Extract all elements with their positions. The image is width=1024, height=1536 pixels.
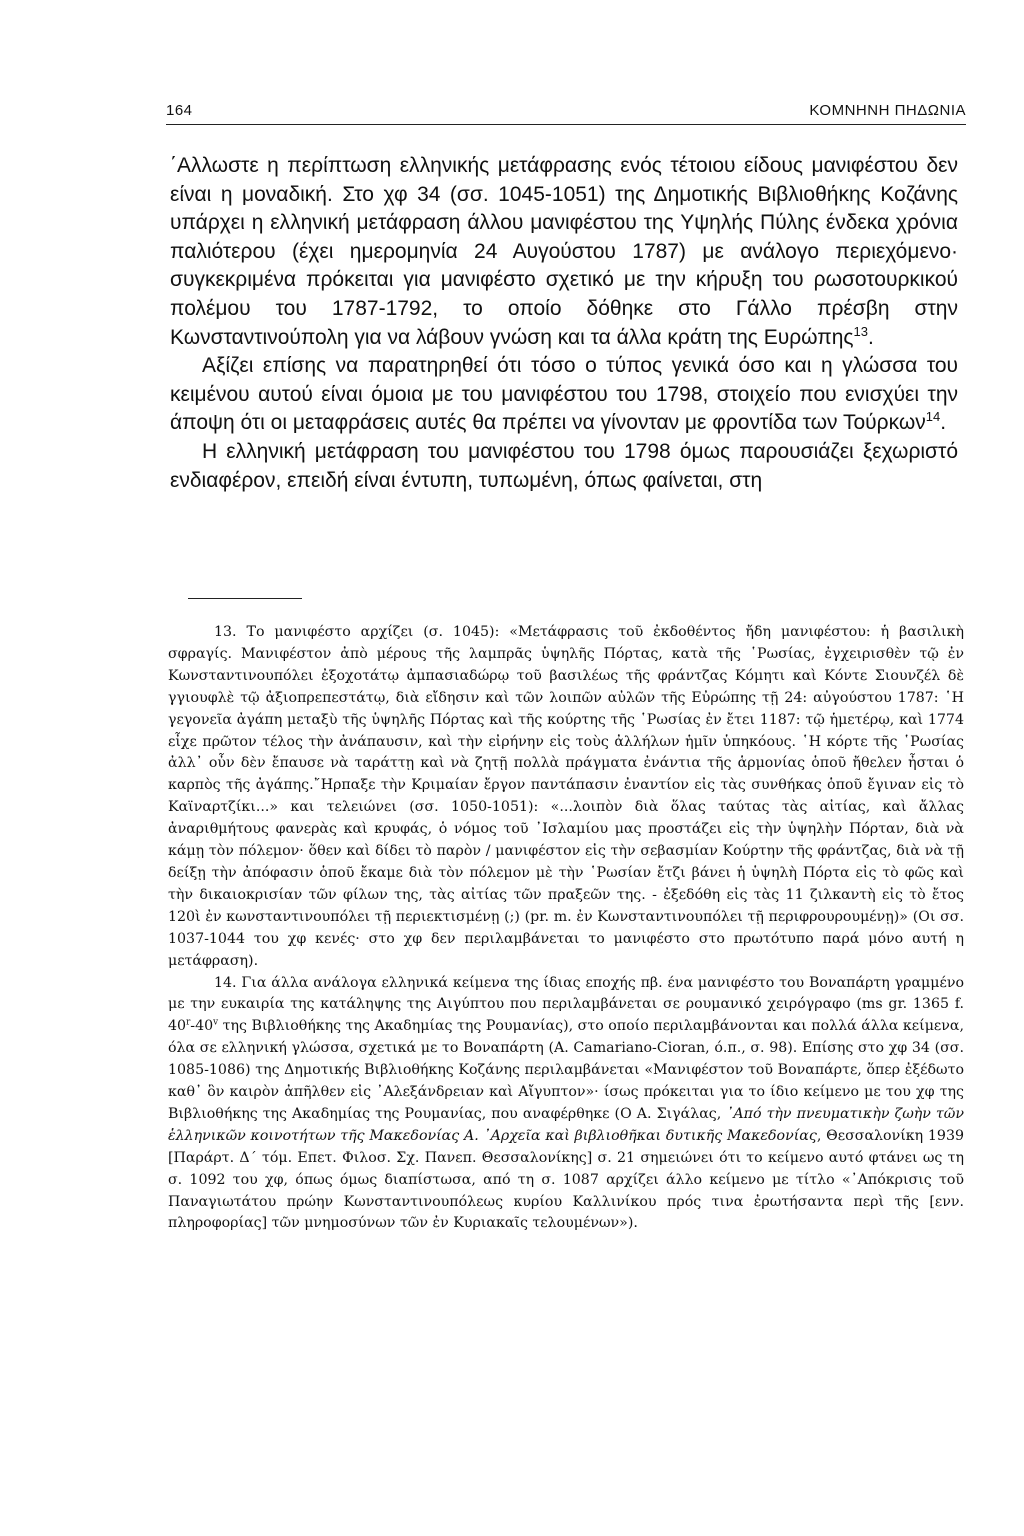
folio-recto-mark: r (186, 1017, 191, 1028)
header-rule (166, 124, 966, 125)
paragraph-2 (170, 352, 958, 438)
paragraph-1-text: ΄Αλλωστε η περίπτωση ελληνικής μετάφρασης ενός τέτοιου είδους μανιφέστου δεν είναι η μοναδική. Στο χφ 34 (σσ. 1045-1051) της Δημοτικής Βιβλιοθήκης Κοζάνης υπάρχει η ελληνική μετάφραση άλλου μανιφέστου της Υψηλής Πύλης ένδεκα χρόνια παλιότερου (έχει ημερομηνία 24 Αυγούστου 1787) με ανάλογο περιεχόμενο· συγκεκριμένα πρόκειται για μανιφέστο σχετικό με την κήρυξη του ρωσοτουρκικού πολέμου του 1787-1792, το οποίο δόθηκε στο Γάλλο πρέσβη στην Κωνσταντινούπολη για να λάβουν γνώση και τα άλλα κράτη της Ευρώπης (170, 154, 958, 349)
footnote-separator (188, 598, 302, 599)
footnote-14-part-a: 14. Για άλλα ανάλογα ελληνικά κείμενα της ίδιας εποχής πβ. ένα μανιφέστο του Βοναπάρτη γραμμένο με την ευκαιρία της κατάληψης της Αιγύπτου που περιλαμβάνεται σε ρουμανικό χειρόγραφο (ms gr. 1365 f. 40 (168, 974, 964, 1035)
footnote-14 (168, 973, 964, 1236)
paragraph-2-text: Αξίζει επίσης να παρατηρηθεί ότι τόσο ο τύπος γενικά όσο και η γλώσσα του κειμένου αυτού είναι όμοια με του μανιφέστου του 1798, στοιχείο που ενισχύει την άποψη ότι οι μεταφράσεις αυτές θα πρέπει να γίνονταν με φροντίδα των Τούρκων (170, 354, 958, 435)
footnote-13: 13. Το μανιφέστο αρχίζει (σ. 1045): «Μετάφρασις τοῦ ἐκδοθέντος ἤδη μανιφέστου: ἡ βασιλικὴ σφραγίς. Μανιφέστον ἀπὸ μέρους τῆς λαμπρᾶς ὑψηλῆς Πόρτας, κατὰ τῆς ῾Ρωσίας, ἐγχειρισθὲν τῷ ἐν Κωνσταντινουπόλει ἐξοχοτάτῳ ἀμπασιαδώρῳ τοῦ βασιλέως τῆς φράντζας Κόμητι καὶ Κόντε Σιουνζέλ δὲ γγιουφλὲ τῷ ἀξιοπρεπεστάτῳ, διὰ εἴδησιν καὶ τῶν λοιπῶν αὐλῶν τῆς Εὐρώπης τῇ 24: αὐγούστου 1787: ῾Η γεγονεῖα ἀγάπη μεταξὺ τῆς ὑψηλῆς Πόρτας καὶ τῆς κούρτης τῆς ῾Ρωσίας ἐν ἔτει 1187: τῷ ἡμετέρῳ, καὶ 1774 εἶχε πρῶτον τέλος τὴν ἀνάπαυσιν, καὶ τὴν εἰρήνην εἰς τοὺς ἀλλήλων ἡμῖν ὑπηκόους. ῾Η κόρτε τῆς ῾Ρωσίας ἀλλ᾽ οὖν δὲν ἔπαυσε νὰ ταράττῃ καὶ νὰ ζητῇ πολλὰ πράγματα ἐνάντια τῆς ἁρμονίας ὁποῦ ἤθελεν ἦσται ὁ καρπὸς τῆς ἀγάπης.῎Ηρπαξε τὴν Κριμαίαν ἔργον παντάπασιν ἐναντίον εἰς τὰς συνθήκας ὁποῦ ἔγιναν εἰς τὸ Καϊναρτζίκι...» και τελειώνει (σσ. 1050-1051): «...λοιπὸν διὰ ὅλας ταύτας τὰς αἰτίας, καὶ ἄλλας ἀναριθμήτους φανερὰς καὶ κρυφάς, ὁ νόμος τοῦ ᾽Ισλαμίου μας προστάζει εἰς τὴν ὑψηλὴν Πόρταν, διὰ νὰ κάμῃ τὸν πόλεμον· ὅθεν καὶ δίδει τὸ παρὸν / μανιφέστον εἰς τὴν σεβασμίαν Κούρτην τῆς φράντζας, διὰ νὰ τῇ δείξῃ τὴν ἀπόφασιν ὁποῦ ἔκαμε διὰ τὸν πόλεμον μὲ τὴν ῾Ρωσίαν ἔτζι βάνει ἡ ὑψηλὴ Πόρτα εἰς τὸ φῶς καὶ τὴν δικαιοκρισίαν τῶν φίλων της, τὰς αἰτίας τῶν πραξεῶν της. - ἐξεδόθη εἰς τὰς 11 ζιλκαντὴ εἰς τὸ ἔτος 120ὶ ἐν κωνσταντινουπόλει τῇ περιεκτισμένῃ (;) (pr. m. ἐν Κωνσταντινουπόλει τῇ περιφρουρουμένῃ)» (Οι σσ. 1037-1044 του χφ κενές· στο χφ δεν περιλαμβάνεται το μανιφέστο στο πρωτότυπο παρά μόνο αυτή η μετάφραση). (168, 624, 964, 969)
paragraph-2-end: . (940, 411, 947, 435)
footnote-14-part-b: -40 (190, 1018, 214, 1035)
footnote-ref-13[interactable]: 13 (853, 323, 869, 339)
paragraph-3: Η ελληνική μετάφραση του μανιφέστου του 1798 όμως παρουσιάζει ξεχωριστό ενδιαφέρον, επειδή είναι έντυπη, τυπωμένη, όπως φαίνεται, στη (170, 439, 958, 492)
main-text (170, 152, 958, 495)
folio-verso-mark: v (213, 1017, 219, 1028)
footnotes (168, 622, 964, 1235)
footnote-14-part-d: , Θεσσαλονίκη 1939 [Παράρτ. Δ΄ τόμ. Επετ. Φιλοσ. Σχ. Πανεπ. Θεσσαλονίκης] σ. 21 σημειώνει ότι το κείμενο αυτό φτάνει ως τη σ. 1092 του χφ, όπως όμως διαπίστωσα, από τη σ. 1087 αρχίζει άλλο κείμενο με τίτλο «᾽Απόκρισις τοῦ Παναγιωτάτου πρώην Κωνσταντινουπόλεως κυρίου Καλλινίκου πρός τινα ἐρωτήσαντα περὶ τῆς [ενν. πληροφορίας] τῶν μνημοσύνων τῶν ἐν Κυριακαῖς τελουμένων»). (168, 1127, 965, 1232)
page-number: 164 (166, 102, 193, 119)
running-head: ΚΟΜΝΗΝΗ ΠΗΔΩΝΙΑ (809, 102, 966, 119)
paragraph-1 (170, 152, 958, 352)
footnote-ref-14[interactable]: 14 (925, 409, 941, 425)
footnote-14-part-c: της Βιβλιοθήκης της Ακαδημίας της Ρουμανίας), στο οποίο περιλαμβάνονται και πολλά άλλα κείμενα, όλα σε ελληνική γλώσσα, σχετικά με το Βοναπάρτη (A. Camariano-Cioran, ό.π., σ. 98). Επίσης στο χφ 34 (σσ. 1085-1086) της Δημοτικής Βιβλιοθήκης Κοζάνης περιλαμβάνεται «Μανιφέστον τοῦ Βοναπάρτε, ὅπερ ἐξέδωτο καθ᾽ ὃν καιρὸν ἀπῆλθεν εἰς ᾽Αλεξάνδρειαν καὶ Αἴγυπτον»· ίσως πρόκειται για το ίδιο κείμενο με του χφ της Βιβλιοθήκης της Ακαδημίας της Ρουμανίας, που αναφέρθηκε (Ο Α. Σιγάλας, (168, 1018, 964, 1122)
footnote-14-title: ᾽Από τὴν πνευματικὴν ζωὴν τῶν ἑλληνικῶν κοινοτήτων τῆς Μακεδονίας Α. ᾽Αρχεῖα καὶ βιβλιοθῆκαι δυτικῆς Μακεδονίας (168, 1105, 964, 1144)
paragraph-1-end: . (868, 325, 874, 349)
